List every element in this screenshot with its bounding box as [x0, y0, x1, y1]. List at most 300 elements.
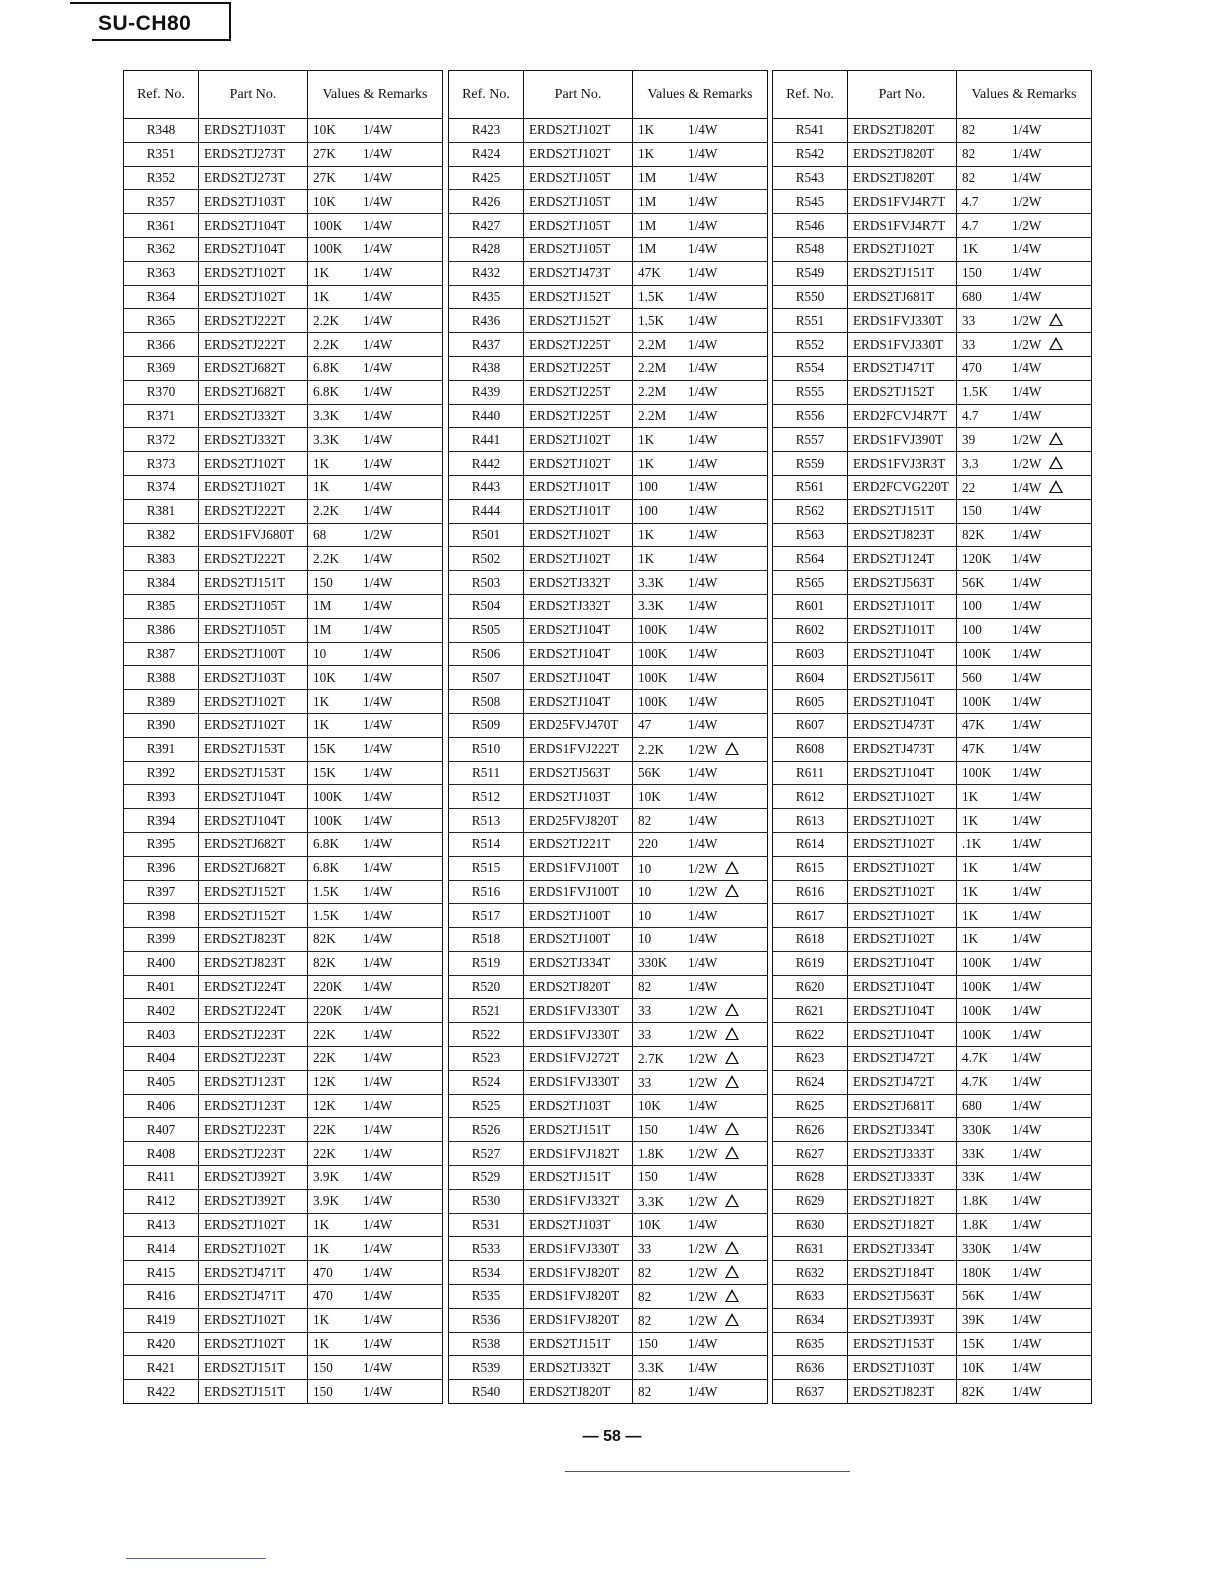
table-row — [773, 452, 1092, 476]
values-remarks-cell — [633, 666, 768, 690]
resistance-value: 1K — [313, 265, 330, 281]
part-no-cell: ERDS2TJ105T — [524, 190, 633, 214]
resistance-value: 150 — [638, 1336, 658, 1352]
table-row — [773, 737, 1092, 761]
ref-no-cell: R400 — [124, 951, 199, 975]
table-row — [773, 1237, 1092, 1261]
part-no-cell: ERDS2TJ151T — [524, 1332, 633, 1356]
ref-no-cell: R374 — [124, 475, 199, 499]
power-rating: 1/4W — [363, 431, 393, 447]
power-rating: 1/4W — [363, 1074, 393, 1090]
resistance-value: 100K — [638, 622, 668, 638]
ref-no-cell: R352 — [124, 166, 199, 190]
power-rating: 1/2W — [688, 1027, 718, 1043]
values-remarks-cell — [957, 1213, 1092, 1237]
safety-warning-icon — [725, 1075, 739, 1088]
power-rating: 1/4W — [1012, 550, 1042, 566]
ref-no-cell: R520 — [449, 975, 524, 999]
table-row — [773, 666, 1092, 690]
power-rating: 1/2W — [688, 1241, 718, 1257]
resistance-value: 10 — [638, 907, 652, 923]
ref-no-cell: R412 — [124, 1189, 199, 1213]
values-remarks-cell — [633, 1142, 768, 1166]
part-no-cell: ERDS1FVJ820T — [524, 1308, 633, 1332]
power-rating: 1/4W — [688, 431, 718, 447]
values-remarks-cell — [633, 1380, 768, 1404]
values-remarks-cell — [633, 1237, 768, 1261]
resistance-value: 56K — [962, 1288, 985, 1304]
values-remarks-cell — [308, 261, 443, 285]
safety-warning-icon — [1049, 313, 1063, 326]
table-row — [449, 1213, 768, 1237]
table-row — [124, 642, 443, 666]
resistance-value: 3.9K — [313, 1193, 340, 1209]
power-rating: 1/4W — [1012, 1312, 1042, 1328]
resistance-value: 56K — [962, 574, 985, 590]
ref-no-cell: R531 — [449, 1213, 524, 1237]
part-no-cell: ERDS2TJ223T — [199, 1023, 308, 1047]
power-rating: 1/4W — [1012, 1169, 1042, 1185]
values-remarks-cell — [308, 642, 443, 666]
values-remarks-cell — [308, 1380, 443, 1404]
power-rating: 1/4W — [688, 169, 718, 185]
table-row — [449, 1308, 768, 1332]
table-row — [773, 428, 1092, 452]
resistance-value: 2.7K — [638, 1050, 665, 1066]
part-no-cell: ERDS2TJ104T — [199, 809, 308, 833]
values-remarks-cell — [308, 166, 443, 190]
power-rating: 1/4W — [363, 1383, 393, 1399]
ref-no-cell: R619 — [773, 951, 848, 975]
part-no-cell: ERDS2TJ102T — [199, 690, 308, 714]
values-remarks-cell — [957, 356, 1092, 380]
power-rating: 1/4W — [688, 764, 718, 780]
values-remarks-cell — [957, 690, 1092, 714]
values-remarks-cell — [308, 1094, 443, 1118]
resistance-value: 47 — [638, 717, 652, 733]
table-row — [773, 547, 1092, 571]
ref-no-cell: R501 — [449, 523, 524, 547]
part-no-cell: ERDS2TJ182T — [848, 1213, 957, 1237]
power-rating: 1/4W — [688, 622, 718, 638]
power-rating: 1/4W — [363, 360, 393, 376]
values-remarks-cell — [308, 1118, 443, 1142]
ref-no-cell: R621 — [773, 999, 848, 1023]
values-remarks-cell — [633, 1166, 768, 1190]
part-no-cell: ERDS1FVJ272T — [524, 1047, 633, 1071]
table-row — [773, 333, 1092, 357]
ref-no-cell: R416 — [124, 1285, 199, 1309]
values-remarks-cell — [308, 1308, 443, 1332]
table-row — [124, 809, 443, 833]
part-no-cell: ERDS2TJ102T — [848, 904, 957, 928]
part-no-cell: ERDS1FVJ222T — [524, 737, 633, 761]
resistance-value: 2.2M — [638, 407, 667, 423]
table-row — [773, 1213, 1092, 1237]
resistance-value: 150 — [962, 265, 982, 281]
resistance-value: 4.7K — [962, 1050, 989, 1066]
table-row — [773, 1142, 1092, 1166]
part-no-cell: ERDS2TJ102T — [524, 428, 633, 452]
values-remarks-cell — [308, 975, 443, 999]
values-remarks-cell — [308, 785, 443, 809]
table-row — [449, 594, 768, 618]
values-remarks-cell — [633, 809, 768, 833]
part-no-cell: ERDS2TJ393T — [848, 1308, 957, 1332]
page-number: — 58 — — [582, 1428, 642, 1445]
values-remarks-cell — [957, 975, 1092, 999]
resistance-value: 1K — [638, 122, 655, 138]
resistance-value: 1.8K — [962, 1193, 989, 1209]
safety-warning-icon — [1049, 456, 1063, 469]
values-remarks-cell — [633, 1047, 768, 1071]
power-rating: 1/4W — [688, 193, 718, 209]
values-remarks-cell — [308, 1356, 443, 1380]
values-remarks-cell — [633, 737, 768, 761]
table-row — [449, 309, 768, 333]
ref-no-cell: R604 — [773, 666, 848, 690]
table-row — [449, 928, 768, 952]
resistance-value: 15K — [962, 1336, 985, 1352]
power-rating: 1/4W — [363, 1217, 393, 1233]
resistance-value: 1K — [313, 693, 330, 709]
power-rating: 1/4W — [688, 122, 718, 138]
resistance-value: 82K — [962, 1383, 985, 1399]
power-rating: 1/2W — [1012, 217, 1042, 233]
ref-no-cell: R362 — [124, 237, 199, 261]
power-rating: 1/2W — [688, 1050, 718, 1066]
table-row — [449, 904, 768, 928]
values-remarks-cell — [633, 237, 768, 261]
resistance-value: 1.5K — [962, 384, 989, 400]
title-rule — [70, 2, 230, 4]
power-rating: 1/4W — [1012, 1002, 1042, 1018]
ref-no-cell: R546 — [773, 214, 848, 238]
table-row — [124, 1237, 443, 1261]
resistance-value: 22K — [313, 1145, 336, 1161]
values-remarks-cell — [957, 166, 1092, 190]
table-row — [449, 404, 768, 428]
values-remarks-cell — [633, 1094, 768, 1118]
table-row — [449, 642, 768, 666]
power-rating: 1/4W — [1012, 883, 1042, 899]
safety-warning-icon — [725, 742, 739, 755]
resistance-value: 150 — [638, 1169, 658, 1185]
values-remarks-cell — [633, 1023, 768, 1047]
ref-no-cell: R616 — [773, 880, 848, 904]
resistance-value: 470 — [313, 1264, 333, 1280]
table-row — [124, 666, 443, 690]
resistance-value: 220K — [313, 979, 343, 995]
resistance-value: 120K — [962, 550, 992, 566]
part-no-cell: ERDS2TJ102T — [848, 832, 957, 856]
ref-no-cell: R634 — [773, 1308, 848, 1332]
resistance-value: 470 — [962, 360, 982, 376]
ref-no-cell: R550 — [773, 285, 848, 309]
table-row — [449, 832, 768, 856]
power-rating: 1/4W — [363, 1121, 393, 1137]
ref-no-cell: R601 — [773, 594, 848, 618]
resistance-value: 100K — [638, 693, 668, 709]
ref-no-cell: R366 — [124, 333, 199, 357]
values-remarks-cell — [633, 1308, 768, 1332]
values-remarks-cell — [308, 832, 443, 856]
values-remarks-cell — [957, 880, 1092, 904]
resistance-value: 15K — [313, 741, 336, 757]
power-rating: 1/4W — [1012, 622, 1042, 638]
values-remarks-cell — [957, 142, 1092, 166]
ref-no-cell: R391 — [124, 737, 199, 761]
values-remarks-cell — [308, 856, 443, 880]
table-row — [773, 594, 1092, 618]
part-no-cell: ERDS2TJ334T — [848, 1237, 957, 1261]
title-rule — [229, 2, 231, 40]
values-remarks-cell — [308, 142, 443, 166]
values-remarks-cell — [633, 1189, 768, 1213]
table-row — [124, 1166, 443, 1190]
table-row — [773, 237, 1092, 261]
values-remarks-cell — [957, 1308, 1092, 1332]
values-remarks-cell — [957, 594, 1092, 618]
part-no-cell: ERDS2TJ563T — [848, 1285, 957, 1309]
power-rating: 1/4W — [1012, 1145, 1042, 1161]
table-row — [449, 1261, 768, 1285]
part-no-cell: ERDS2TJ682T — [199, 356, 308, 380]
resistance-value: 33 — [962, 313, 976, 329]
power-rating: 1/2W — [688, 1265, 718, 1281]
power-rating: 1/4W — [688, 1122, 718, 1138]
ref-no-cell: R437 — [449, 333, 524, 357]
footer-rule — [565, 1471, 850, 1472]
part-no-cell: ERDS2TJ334T — [848, 1118, 957, 1142]
values-remarks-cell — [308, 880, 443, 904]
ref-no-cell: R507 — [449, 666, 524, 690]
values-remarks-cell — [957, 571, 1092, 595]
resistance-value: 1K — [638, 526, 655, 542]
ref-no-cell: R508 — [449, 690, 524, 714]
values-remarks-cell — [633, 785, 768, 809]
resistance-value: 47K — [962, 717, 985, 733]
table-row — [773, 951, 1092, 975]
part-no-cell: ERDS2TJ334T — [524, 951, 633, 975]
values-remarks-cell — [957, 642, 1092, 666]
power-rating: 1/4W — [1012, 1098, 1042, 1114]
resistance-value: 100K — [313, 812, 343, 828]
safety-warning-icon — [725, 884, 739, 897]
table-row — [449, 618, 768, 642]
power-rating: 1/4W — [363, 1169, 393, 1185]
resistance-value: 1K — [962, 241, 979, 257]
power-rating: 1/4W — [1012, 931, 1042, 947]
part-no-cell: ERDS2TJ101T — [848, 618, 957, 642]
resistance-value: 82 — [638, 1383, 652, 1399]
part-no-cell: ERDS2TJ471T — [199, 1261, 308, 1285]
part-no-cell: ERDS2TJ332T — [524, 594, 633, 618]
power-rating: 1/4W — [1012, 1264, 1042, 1280]
part-no-cell: ERDS2TJ105T — [199, 594, 308, 618]
power-rating: 1/4W — [363, 693, 393, 709]
values-remarks-cell — [633, 1261, 768, 1285]
table-row — [449, 428, 768, 452]
resistance-value: 3.3K — [313, 431, 340, 447]
part-no-cell: ERDS2TJ124T — [848, 547, 957, 571]
values-remarks-cell — [957, 547, 1092, 571]
ref-no-cell: R420 — [124, 1332, 199, 1356]
part-no-cell: ERDS2TJ152T — [524, 285, 633, 309]
part-no-cell: ERDS2TJ333T — [848, 1166, 957, 1190]
values-remarks-cell — [308, 404, 443, 428]
values-remarks-cell — [957, 1047, 1092, 1071]
table-row — [773, 261, 1092, 285]
part-no-cell: ERDS2TJ100T — [199, 642, 308, 666]
table-row — [449, 1356, 768, 1380]
table-row — [773, 690, 1092, 714]
power-rating: 1/4W — [688, 979, 718, 995]
values-remarks-cell — [957, 1142, 1092, 1166]
values-remarks-cell — [633, 1285, 768, 1309]
power-rating: 1/4W — [1012, 907, 1042, 923]
safety-warning-icon — [725, 1051, 739, 1064]
table-row — [773, 1308, 1092, 1332]
power-rating: 1/4W — [1012, 717, 1042, 733]
ref-no-cell: R538 — [449, 1332, 524, 1356]
part-no-cell: ERDS2TJ102T — [848, 928, 957, 952]
resistance-value: 82 — [638, 812, 652, 828]
ref-column-header: Ref. No. — [124, 71, 199, 119]
power-rating: 1/4W — [1012, 1240, 1042, 1256]
ref-no-cell: R552 — [773, 333, 848, 357]
ref-no-cell: R505 — [449, 618, 524, 642]
power-rating: 1/4W — [688, 931, 718, 947]
table-row — [773, 285, 1092, 309]
power-rating: 1/4W — [688, 645, 718, 661]
part-no-cell: ERDS2TJ104T — [524, 618, 633, 642]
power-rating: 1/4W — [363, 931, 393, 947]
part-no-cell: ERDS1FVJ4R7T — [848, 190, 957, 214]
resistance-value: 47K — [962, 741, 985, 757]
part-no-cell: ERDS2TJ223T — [199, 1142, 308, 1166]
resistance-value: 150 — [313, 1383, 333, 1399]
values-remarks-cell — [308, 1023, 443, 1047]
values-remarks-cell — [957, 261, 1092, 285]
power-rating: 1/4W — [688, 265, 718, 281]
ref-no-cell: R557 — [773, 428, 848, 452]
part-no-cell: ERDS2TJ153T — [199, 761, 308, 785]
resistance-value: 82 — [962, 146, 976, 162]
power-rating: 1/4W — [688, 1359, 718, 1375]
values-remarks-cell — [633, 356, 768, 380]
power-rating: 1/4W — [1012, 1121, 1042, 1137]
power-rating: 1/4W — [688, 288, 718, 304]
table-row — [124, 785, 443, 809]
values-remarks-cell — [633, 975, 768, 999]
part-no-cell: ERDS2TJ102T — [848, 880, 957, 904]
power-rating: 1/4W — [363, 455, 393, 471]
part-no-cell: ERDS2TJ182T — [848, 1189, 957, 1213]
resistance-value: 1K — [313, 717, 330, 733]
table-row — [124, 1308, 443, 1332]
values-remarks-cell — [308, 428, 443, 452]
power-rating: 1/2W — [688, 1193, 718, 1209]
part-no-cell: ERDS2TJ151T — [199, 1356, 308, 1380]
table-row — [449, 119, 768, 143]
part-no-cell: ERDS2TJ152T — [524, 309, 633, 333]
part-no-cell: ERDS2TJ104T — [524, 666, 633, 690]
resistance-value: 2.2K — [313, 550, 340, 566]
part-no-cell: ERDS2TJ104T — [524, 642, 633, 666]
power-rating: 1/4W — [1012, 384, 1042, 400]
values-remarks-cell — [957, 1118, 1092, 1142]
ref-no-cell: R556 — [773, 404, 848, 428]
table-row — [124, 404, 443, 428]
table-row — [124, 999, 443, 1023]
values-remarks-cell — [957, 928, 1092, 952]
power-rating: 1/4W — [363, 1193, 393, 1209]
resistance-value: 3.3 — [962, 456, 979, 472]
ref-no-cell: R395 — [124, 832, 199, 856]
ref-no-cell: R526 — [449, 1118, 524, 1142]
safety-warning-icon — [725, 1146, 739, 1159]
resistance-value: 220K — [313, 1002, 343, 1018]
parts-table-2 — [448, 70, 768, 1404]
ref-no-cell: R504 — [449, 594, 524, 618]
ref-no-cell: R414 — [124, 1237, 199, 1261]
part-no-cell: ERDS2TJ823T — [848, 523, 957, 547]
power-rating: 1/4W — [688, 526, 718, 542]
resistance-value: 33 — [638, 1027, 652, 1043]
ref-no-cell: R522 — [449, 1023, 524, 1047]
resistance-value: 1K — [313, 1312, 330, 1328]
table-row — [773, 809, 1092, 833]
ref-no-cell: R524 — [449, 1070, 524, 1094]
part-no-cell: ERDS2TJ104T — [848, 1023, 957, 1047]
values-remarks-cell — [308, 452, 443, 476]
ref-no-cell: R381 — [124, 499, 199, 523]
part-no-cell: ERDS2TJ104T — [199, 237, 308, 261]
part-no-cell: ERDS2TJ184T — [848, 1261, 957, 1285]
power-rating: 1/4W — [363, 479, 393, 495]
corner-rule — [126, 1558, 266, 1559]
resistance-value: 4.7 — [962, 217, 979, 233]
table-row — [773, 190, 1092, 214]
ref-no-cell: R405 — [124, 1070, 199, 1094]
resistance-value: 2.2M — [638, 360, 667, 376]
safety-warning-icon — [725, 1289, 739, 1302]
resistance-value: 82 — [638, 979, 652, 995]
resistance-value: 10K — [313, 669, 336, 685]
ref-no-cell: R623 — [773, 1047, 848, 1071]
part-no-cell: ERDS2TJ222T — [199, 499, 308, 523]
part-no-cell: ERDS2TJ105T — [524, 237, 633, 261]
ref-no-cell: R382 — [124, 523, 199, 547]
values-remarks-cell — [957, 190, 1092, 214]
part-no-cell: ERDS2TJ101T — [524, 475, 633, 499]
part-no-cell: ERDS1FVJ820T — [524, 1285, 633, 1309]
part-no-cell: ERDS2TJ682T — [199, 856, 308, 880]
table-row — [124, 119, 443, 143]
resistance-value: 1K — [638, 550, 655, 566]
resistance-value: 1K — [313, 455, 330, 471]
values-remarks-cell — [308, 690, 443, 714]
table-row — [124, 1332, 443, 1356]
table-row — [124, 880, 443, 904]
resistance-value: 39 — [962, 432, 976, 448]
ref-no-cell: R602 — [773, 618, 848, 642]
values-remarks-cell — [633, 594, 768, 618]
values-remarks-cell — [633, 452, 768, 476]
table-row — [449, 380, 768, 404]
ref-no-cell: R399 — [124, 928, 199, 952]
